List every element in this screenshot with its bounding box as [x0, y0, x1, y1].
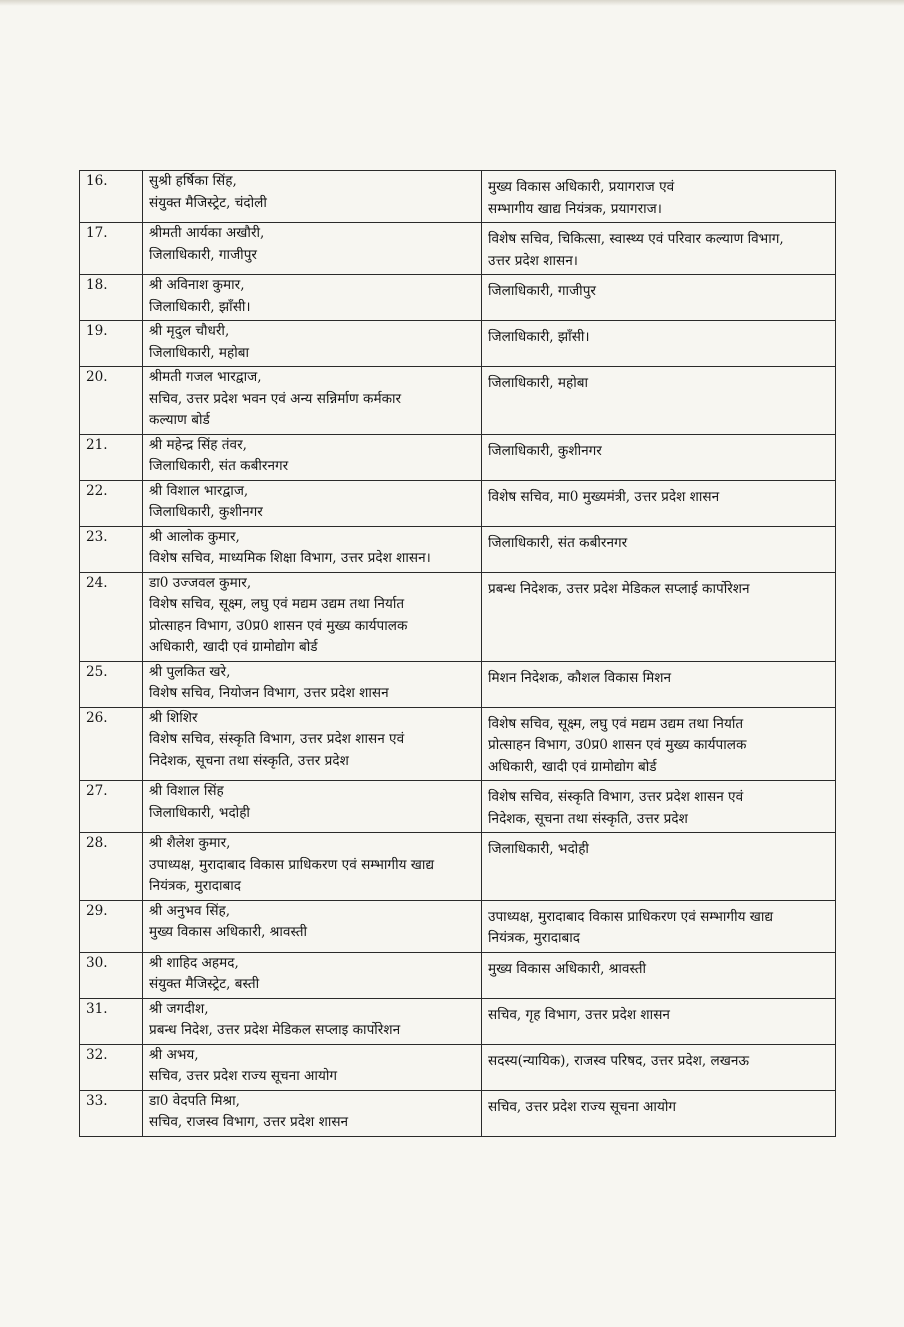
- table-row: [80, 223, 836, 275]
- officer-current-post-cell: [143, 321, 482, 367]
- new-posting: [488, 662, 829, 690]
- officer-name: श्री विशाल सिंह: [149, 783, 224, 799]
- officer-name: श्री आलोक कुमार,: [149, 528, 240, 545]
- current-post-line: विशेष सचिव, नियोजन विभाग, उत्तर प्रदेश शासन: [149, 685, 389, 701]
- officer-name: श्री पुलकित खरे,: [149, 663, 231, 680]
- new-posting-cell: [482, 572, 836, 661]
- new-posting: [488, 708, 829, 779]
- new-posting-line: उत्तर प्रदेश शासन।: [488, 252, 578, 269]
- table-row: [80, 661, 836, 707]
- serial-number-cell: [80, 321, 143, 367]
- new-posting-line: मुख्य विकास अधिकारी, प्रयागराज एवं: [488, 179, 675, 195]
- current-post-line: जिलाधिकारी, महोबा: [149, 344, 250, 361]
- new-posting: [488, 1091, 829, 1119]
- officer-name: श्रीमती आर्यका अखौरी,: [149, 225, 265, 241]
- serial-number-cell: [80, 434, 143, 480]
- officer-name: सुश्री हर्षिका सिंह,: [149, 173, 237, 189]
- new-posting-line: विशेष सचिव, चिकित्सा, स्वास्थ्य एवं परिवार कल्याण विभाग,: [488, 231, 784, 247]
- serial-number-cell: [80, 900, 143, 952]
- new-posting-line: जिलाधिकारी, महोबा: [488, 375, 589, 391]
- table-row: [80, 1044, 836, 1090]
- new-posting-line: मुख्य विकास अधिकारी, श्रावस्ती: [488, 960, 647, 977]
- officer-current-post-cell: [143, 952, 482, 998]
- serial-number: 31.: [86, 1000, 108, 1017]
- new-posting-line: प्रोत्साहन विभाग, उ0प्र0 शासन एवं मुख्य कार्यपालक: [488, 737, 747, 753]
- current-post-line: मुख्य विकास अधिकारी, श्रावस्ती: [149, 924, 308, 940]
- current-post-line: प्रबन्ध निदेश, उत्तर प्रदेश मेडिकल सप्लाइ कार्पोरेशन: [149, 1022, 401, 1038]
- officer-name: श्री शैलेश कुमार,: [149, 835, 231, 851]
- table-row: [80, 275, 836, 321]
- new-posting-cell: [482, 707, 836, 781]
- serial-number-cell: [80, 833, 143, 901]
- officer-name: श्री शाहिद अहमद,: [149, 954, 239, 971]
- current-post-line: विशेष सचिव, संस्कृति विभाग, उत्तर प्रदेश शासन एवं: [149, 731, 405, 747]
- serial-number: 18.: [86, 277, 108, 293]
- new-posting-line: प्रबन्ध निदेशक, उत्तर प्रदेश मेडिकल सप्लाई कार्पोरेशन: [488, 580, 750, 597]
- officer-name: श्री अभय,: [149, 1046, 199, 1063]
- new-posting-line: जिलाधिकारी, कुशीनगर: [488, 442, 602, 459]
- new-posting-cell: [482, 900, 836, 952]
- new-posting: [488, 171, 829, 220]
- new-posting: [488, 367, 829, 395]
- serial-number: 24.: [86, 574, 108, 591]
- officer-name: श्री अविनाश कुमार,: [149, 277, 245, 293]
- current-post-line: सचिव, उत्तर प्रदेश भवन एवं अन्य सन्निर्माण कर्मकार: [149, 390, 402, 407]
- new-posting-line: जिलाधिकारी, गाजीपुर: [488, 283, 596, 299]
- new-posting-cell: [482, 223, 836, 275]
- serial-number: 25.: [86, 663, 108, 680]
- new-posting: [488, 435, 829, 463]
- new-posting-line: सम्भागीय खाद्य नियंत्रक, प्रयागराज।: [488, 200, 662, 217]
- new-posting-line: नियंत्रक, मुरादाबाद: [488, 930, 580, 946]
- serial-number: 28.: [86, 835, 108, 851]
- officer-current-post-cell: [143, 998, 482, 1044]
- new-posting: [488, 953, 829, 981]
- serial-number-cell: [80, 275, 143, 321]
- serial-number-cell: [80, 572, 143, 661]
- serial-number: 22.: [86, 482, 108, 499]
- current-post-line: सचिव, राजस्व विभाग, उत्तर प्रदेश शासन: [149, 1114, 349, 1130]
- officer-name: डा0 उज्जवल कुमार,: [149, 574, 252, 591]
- serial-number: 17.: [86, 225, 108, 241]
- new-posting: [488, 833, 829, 861]
- serial-number: 20.: [86, 369, 108, 385]
- officer-current-post-cell: [143, 223, 482, 275]
- new-posting: [488, 781, 829, 830]
- serial-number: 33.: [86, 1092, 108, 1109]
- table-row: [80, 572, 836, 661]
- table-row: [80, 480, 836, 526]
- serial-number-cell: [80, 707, 143, 781]
- new-posting-cell: [482, 1090, 836, 1136]
- new-posting-cell: [482, 1044, 836, 1090]
- new-posting-line: निदेशक, सूचना तथा संस्कृति, उत्तर प्रदेश: [488, 810, 688, 827]
- serial-number: 19.: [86, 323, 108, 339]
- officer-current-post-cell: [143, 707, 482, 781]
- officer-current-post-cell: [143, 434, 482, 480]
- current-post-line: नियंत्रक, मुरादाबाद: [149, 878, 241, 894]
- table-row: [80, 367, 836, 435]
- new-posting: [488, 275, 829, 303]
- new-posting-cell: [482, 998, 836, 1044]
- current-post-line: जिलाधिकारी, भदोही: [149, 804, 250, 821]
- table-row: [80, 1090, 836, 1136]
- new-posting-line: अधिकारी, खादी एवं ग्रामोद्योग बोर्ड: [488, 758, 657, 775]
- table-row: [80, 900, 836, 952]
- new-posting-line: सचिव, गृह विभाग, उत्तर प्रदेश शासन: [488, 1006, 670, 1023]
- table-row: [80, 526, 836, 572]
- new-posting-cell: [482, 526, 836, 572]
- officer-current-post-cell: [143, 526, 482, 572]
- officer-current-post-cell: [143, 275, 482, 321]
- new-posting-cell: [482, 275, 836, 321]
- new-posting: [488, 223, 829, 272]
- new-posting-cell: [482, 434, 836, 480]
- table-row: [80, 434, 836, 480]
- officer-name: श्री विशाल भारद्वाज,: [149, 482, 249, 499]
- table-row: [80, 833, 836, 901]
- officer-current-post-cell: [143, 833, 482, 901]
- serial-number-cell: [80, 661, 143, 707]
- new-posting-cell: [482, 321, 836, 367]
- new-posting: [488, 999, 829, 1027]
- serial-number-cell: [80, 526, 143, 572]
- new-posting-line: सचिव, उत्तर प्रदेश राज्य सूचना आयोग: [488, 1098, 677, 1115]
- officer-current-post-cell: [143, 900, 482, 952]
- current-post-line: सचिव, उत्तर प्रदेश राज्य सूचना आयोग: [149, 1068, 338, 1084]
- new-posting-line: विशेष सचिव, सूक्ष्म, लघु एवं मद्यम उद्यम तथा निर्यात: [488, 715, 744, 732]
- serial-number-cell: [80, 952, 143, 998]
- serial-number-cell: [80, 998, 143, 1044]
- new-posting: [488, 1045, 829, 1073]
- current-post-line: संयुक्त मैजिस्ट्रेट, बस्ती: [149, 976, 260, 992]
- new-posting-cell: [482, 833, 836, 901]
- current-post-line: संयुक्त मैजिस्ट्रेट, चंदोली: [149, 194, 267, 211]
- new-posting-line: विशेष सचिव, संस्कृति विभाग, उत्तर प्रदेश शासन एवं: [488, 789, 744, 805]
- officer-name: श्री शिशिर: [149, 709, 198, 726]
- new-posting: [488, 321, 829, 349]
- officer-current-post-cell: [143, 572, 482, 661]
- current-post-line: कल्याण बोर्ड: [149, 412, 210, 428]
- serial-number: 26.: [86, 709, 108, 726]
- serial-number: 29.: [86, 902, 108, 919]
- new-posting-line: उपाध्यक्ष, मुरादाबाद विकास प्राधिकरण एवं सम्भागीय खाद्य: [488, 908, 774, 925]
- serial-number: 30.: [86, 954, 108, 971]
- table-row: [80, 707, 836, 781]
- current-post-line: जिलाधिकारी, संत कबीरनगर: [149, 458, 289, 474]
- serial-number: 21.: [86, 436, 108, 453]
- current-post-line: अधिकारी, खादी एवं ग्रामोद्योग बोर्ड: [149, 639, 318, 655]
- officer-current-post-cell: [143, 1090, 482, 1136]
- current-post-line: निदेशक, सूचना तथा संस्कृति, उत्तर प्रदेश: [149, 752, 349, 769]
- serial-number-cell: [80, 223, 143, 275]
- new-posting-cell: [482, 952, 836, 998]
- officer-current-post-cell: [143, 480, 482, 526]
- new-posting-cell: [482, 781, 836, 833]
- officer-current-post-cell: [143, 781, 482, 833]
- new-posting-line: सदस्य(न्यायिक), राजस्व परिषद, उत्तर प्रदेश, लखनऊ: [488, 1052, 750, 1069]
- table-row: [80, 321, 836, 367]
- new-posting-cell: [482, 661, 836, 707]
- current-post-line: जिलाधिकारी, झाँसी।: [149, 298, 251, 315]
- serial-number-cell: [80, 1090, 143, 1136]
- current-post-line: उपाध्यक्ष, मुरादाबाद विकास प्राधिकरण एवं सम्भागीय खाद्य: [149, 856, 435, 873]
- serial-number-cell: [80, 171, 143, 223]
- current-post-line: विशेष सचिव, माध्यमिक शिक्षा विभाग, उत्तर प्रदेश शासन।: [149, 550, 431, 566]
- officer-name: डा0 वेदपति मिश्रा,: [149, 1092, 240, 1109]
- table-row: [80, 781, 836, 833]
- serial-number-cell: [80, 1044, 143, 1090]
- officer-current-post-cell: [143, 367, 482, 435]
- transfer-table: [79, 170, 836, 1137]
- serial-number-cell: [80, 480, 143, 526]
- current-post-line: जिलाधिकारी, गाजीपुर: [149, 246, 257, 263]
- current-post-line: विशेष सचिव, सूक्ष्म, लघु एवं मद्यम उद्यम तथा निर्यात: [149, 596, 405, 612]
- new-posting: [488, 573, 829, 601]
- serial-number-cell: [80, 781, 143, 833]
- table-row: [80, 998, 836, 1044]
- new-posting-line: जिलाधिकारी, झाँसी।: [488, 329, 590, 345]
- new-posting: [488, 481, 829, 509]
- officer-name: श्रीमती गजल भारद्वाज,: [149, 369, 262, 385]
- table-body: [80, 171, 836, 1137]
- serial-number: 32.: [86, 1046, 108, 1063]
- new-posting-cell: [482, 367, 836, 435]
- page-top-edge: [0, 0, 904, 6]
- officer-name: श्री मृदुल चौधरी,: [149, 323, 230, 339]
- table-row: [80, 952, 836, 998]
- new-posting: [488, 527, 829, 555]
- serial-number: 27.: [86, 783, 108, 799]
- officer-name: श्री अनुभव सिंह,: [149, 902, 231, 919]
- serial-number-cell: [80, 367, 143, 435]
- table-row: [80, 171, 836, 223]
- officer-current-post-cell: [143, 661, 482, 707]
- new-posting-cell: [482, 171, 836, 223]
- new-posting-cell: [482, 480, 836, 526]
- new-posting-line: जिलाधिकारी, संत कबीरनगर: [488, 534, 628, 551]
- new-posting-line: जिलाधिकारी, भदोही: [488, 841, 589, 857]
- officer-current-post-cell: [143, 1044, 482, 1090]
- new-posting: [488, 901, 829, 950]
- officer-name: श्री महेन्द्र सिंह तंवर,: [149, 436, 247, 453]
- serial-number: 16.: [86, 173, 108, 189]
- new-posting-line: विशेष सचिव, मा0 मुख्यमंत्री, उत्तर प्रदेश शासन: [488, 488, 720, 505]
- serial-number: 23.: [86, 528, 108, 545]
- current-post-line: जिलाधिकारी, कुशीनगर: [149, 504, 263, 520]
- current-post-line: प्रोत्साहन विभाग, उ0प्र0 शासन एवं मुख्य कार्यपालक: [149, 617, 408, 634]
- officer-current-post-cell: [143, 171, 482, 223]
- new-posting-line: मिशन निदेशक, कौशल विकास मिशन: [488, 669, 672, 686]
- officer-name: श्री जगदीश,: [149, 1000, 209, 1017]
